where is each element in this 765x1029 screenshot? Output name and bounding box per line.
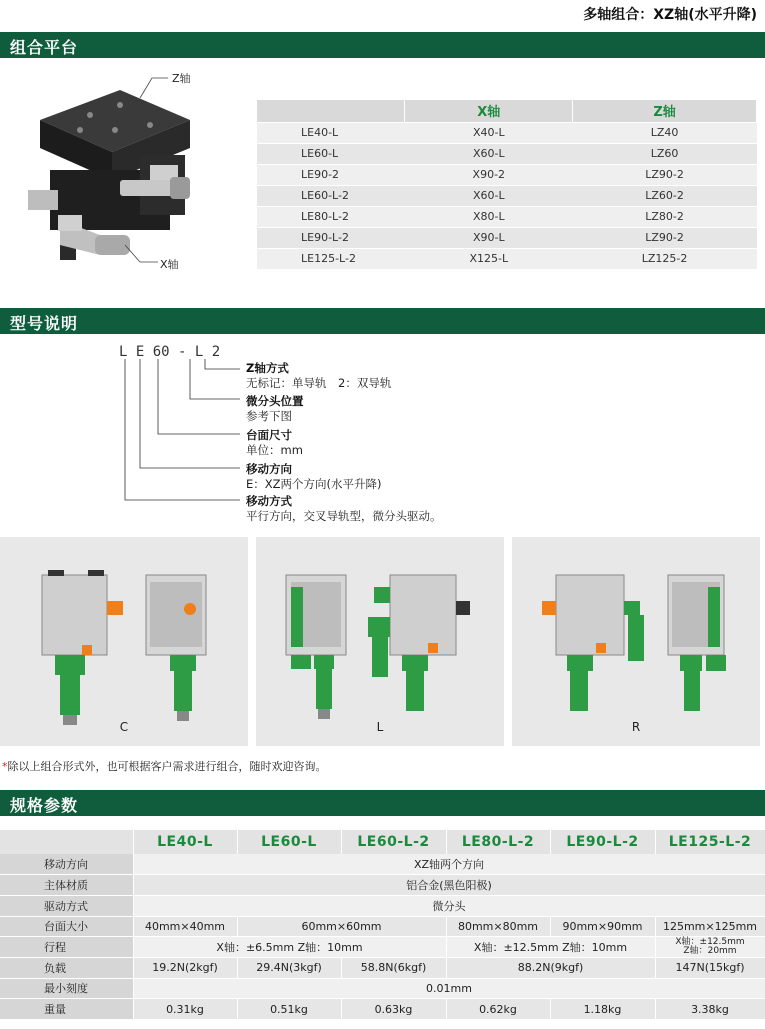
spec-row-label: 行程 — [0, 937, 133, 958]
combo-table-cell: X80-L — [405, 206, 573, 227]
legend-direction-title: 移动方向 — [246, 462, 292, 476]
spec-cell: 40mm×40mm — [133, 916, 237, 937]
legend-motion — [246, 494, 442, 524]
combo-table-cell: LZ90-2 — [573, 164, 757, 185]
spec-cell: 29.4N(3kgf) — [237, 957, 341, 978]
legend-z-mode-title: Z轴方式 — [246, 361, 289, 375]
spec-row-label: 移动方向 — [0, 854, 133, 875]
spec-row-label: 负载 — [0, 957, 133, 978]
legend-motion-desc: 平行方向，交叉导轨型，微分头驱动。 — [246, 509, 442, 523]
legend-micrometer-position — [246, 394, 304, 424]
combo-table-cell: LE40-L — [257, 122, 405, 143]
section-title-model: 型号说明 — [10, 314, 79, 333]
diagram-l — [256, 537, 504, 746]
legend-size-desc: 单位：mm — [246, 443, 303, 457]
spec-cell: 1.18kg — [550, 999, 655, 1020]
spec-cell: 0.63kg — [341, 999, 446, 1020]
spec-cell: X轴：±12.5mm Z轴：10mm — [446, 937, 655, 958]
combo-table-cell: LZ125-2 — [573, 248, 757, 269]
legend-micrometer-title: 微分头位置 — [246, 394, 304, 408]
spec-cell: 0.31kg — [133, 999, 237, 1020]
combo-table-cell: LZ90-2 — [573, 227, 757, 248]
section-title-spec: 规格参数 — [10, 796, 79, 815]
callout-x-axis: X轴 — [160, 258, 179, 271]
note-star: * — [2, 760, 8, 773]
legend-direction — [246, 462, 382, 492]
spec-cell-line: X轴：±12.5mm — [675, 937, 745, 948]
spec-row-direction — [0, 854, 765, 875]
combo-table-cell: X125-L — [405, 248, 573, 269]
combo-table-cell: LE60-L-2 — [257, 185, 405, 206]
spec-header-model: LE90-L-2 — [550, 830, 655, 854]
spec-header-model: LE60-L — [237, 830, 341, 854]
diagram-c — [0, 537, 248, 746]
combo-table-cell: LZ60 — [573, 143, 757, 164]
spec-cell: 铝合金(黑色阳极) — [133, 875, 765, 896]
spec-row-size — [0, 916, 765, 937]
spec-table — [0, 830, 765, 1020]
spec-row-label: 驱动方式 — [0, 895, 133, 916]
spec-cell: 88.2N(9kgf) — [446, 957, 655, 978]
spec-row-travel — [0, 937, 765, 958]
diagram-label-c: C — [119, 720, 129, 734]
spec-cell: 0.62kg — [446, 999, 550, 1020]
spec-cell: 60mm×60mm — [237, 916, 446, 937]
spec-cell: 80mm×80mm — [446, 916, 550, 937]
spec-row-resolution — [0, 978, 765, 999]
legend-micrometer-desc: 参考下图 — [246, 409, 292, 423]
spec-cell: 125mm×125mm — [655, 916, 765, 937]
spec-cell: 微分头 — [133, 895, 765, 916]
legend-z-mode — [246, 361, 391, 391]
combo-table-cell: LE60-L — [257, 143, 405, 164]
note-text: 除以上组合形式外，也可根据客户需求进行组合，随时欢迎咨询。 — [7, 760, 327, 773]
diagram-r — [512, 537, 760, 746]
spec-header-model: LE80-L-2 — [446, 830, 550, 854]
spec-row-label: 重量 — [0, 999, 133, 1020]
combo-table-cell: X90-L — [405, 227, 573, 248]
combo-table-cell: LE80-L-2 — [257, 206, 405, 227]
combo-table-cell: LE90-2 — [257, 164, 405, 185]
callout-z-axis: Z轴 — [172, 72, 191, 85]
spec-row-material — [0, 875, 765, 896]
spec-row-label: 台面大小 — [0, 916, 133, 937]
spec-table-header — [0, 830, 765, 854]
diagram-panel-l — [256, 537, 504, 746]
legend-table-size — [246, 428, 303, 458]
combo-table-cell: X60-L — [405, 185, 573, 206]
spec-cell: 90mm×90mm — [550, 916, 655, 937]
spec-header-model: LE125-L-2 — [655, 830, 765, 854]
combo-table-cell: X60-L — [405, 143, 573, 164]
spec-cell: 58.8N(6kgf) — [341, 957, 446, 978]
legend-direction-desc: E：XZ两个方向(水平升降) — [246, 477, 382, 491]
spec-row-drive — [0, 895, 765, 916]
spec-cell: XZ轴两个方向 — [133, 854, 765, 875]
spec-cell: 0.01mm — [133, 978, 765, 999]
spec-cell-travel-large — [655, 937, 765, 958]
section-title-combo: 组合平台 — [10, 38, 79, 57]
combo-table-cell: LZ60-2 — [573, 185, 757, 206]
combo-table-cell: X90-2 — [405, 164, 573, 185]
spec-cell: 3.38kg — [655, 999, 765, 1020]
combo-table-cell: X40-L — [405, 122, 573, 143]
spec-row-label: 主体材质 — [0, 875, 133, 896]
combo-table-cell: LZ40 — [573, 122, 757, 143]
model-code-text: L E 60 - L 2 — [119, 344, 221, 360]
section-bar-spec — [0, 790, 765, 816]
combo-header-z: Z轴 — [573, 100, 757, 122]
spec-cell: 147N(15kgf) — [655, 957, 765, 978]
diagram-panel-c — [0, 537, 248, 746]
spec-header-model: LE60-L-2 — [341, 830, 446, 854]
spec-header-model: LE40-L — [133, 830, 237, 854]
legend-size-title: 台面尺寸 — [246, 428, 292, 442]
spec-cell: 19.2N(2kgf) — [133, 957, 237, 978]
diagram-label-r: R — [631, 720, 641, 734]
spec-row-label: 最小刻度 — [0, 978, 133, 999]
combo-table-cell: LE90-L-2 — [257, 227, 405, 248]
spec-header-corner — [0, 830, 133, 854]
spec-cell: 0.51kg — [237, 999, 341, 1020]
spec-row-load — [0, 957, 765, 978]
legend-z-mode-desc: 无标记：单导轨 2：双导轨 — [246, 376, 392, 390]
combo-header-x: X轴 — [405, 100, 573, 122]
combo-table-cell: LZ80-2 — [573, 206, 757, 227]
diagram-panel-r — [512, 537, 760, 746]
spec-cell-line: Z轴：20mm — [683, 946, 737, 957]
spec-row-weight — [0, 999, 765, 1020]
combo-table-cell: LE125-L-2 — [257, 248, 405, 269]
legend-motion-title: 移动方式 — [246, 494, 292, 508]
diagram-label-l: L — [376, 720, 384, 734]
spec-cell: X轴：±6.5mm Z轴：10mm — [133, 937, 446, 958]
combination-note — [2, 758, 327, 774]
page-header-title: 多轴组合：XZ轴(水平升降) — [583, 7, 757, 23]
